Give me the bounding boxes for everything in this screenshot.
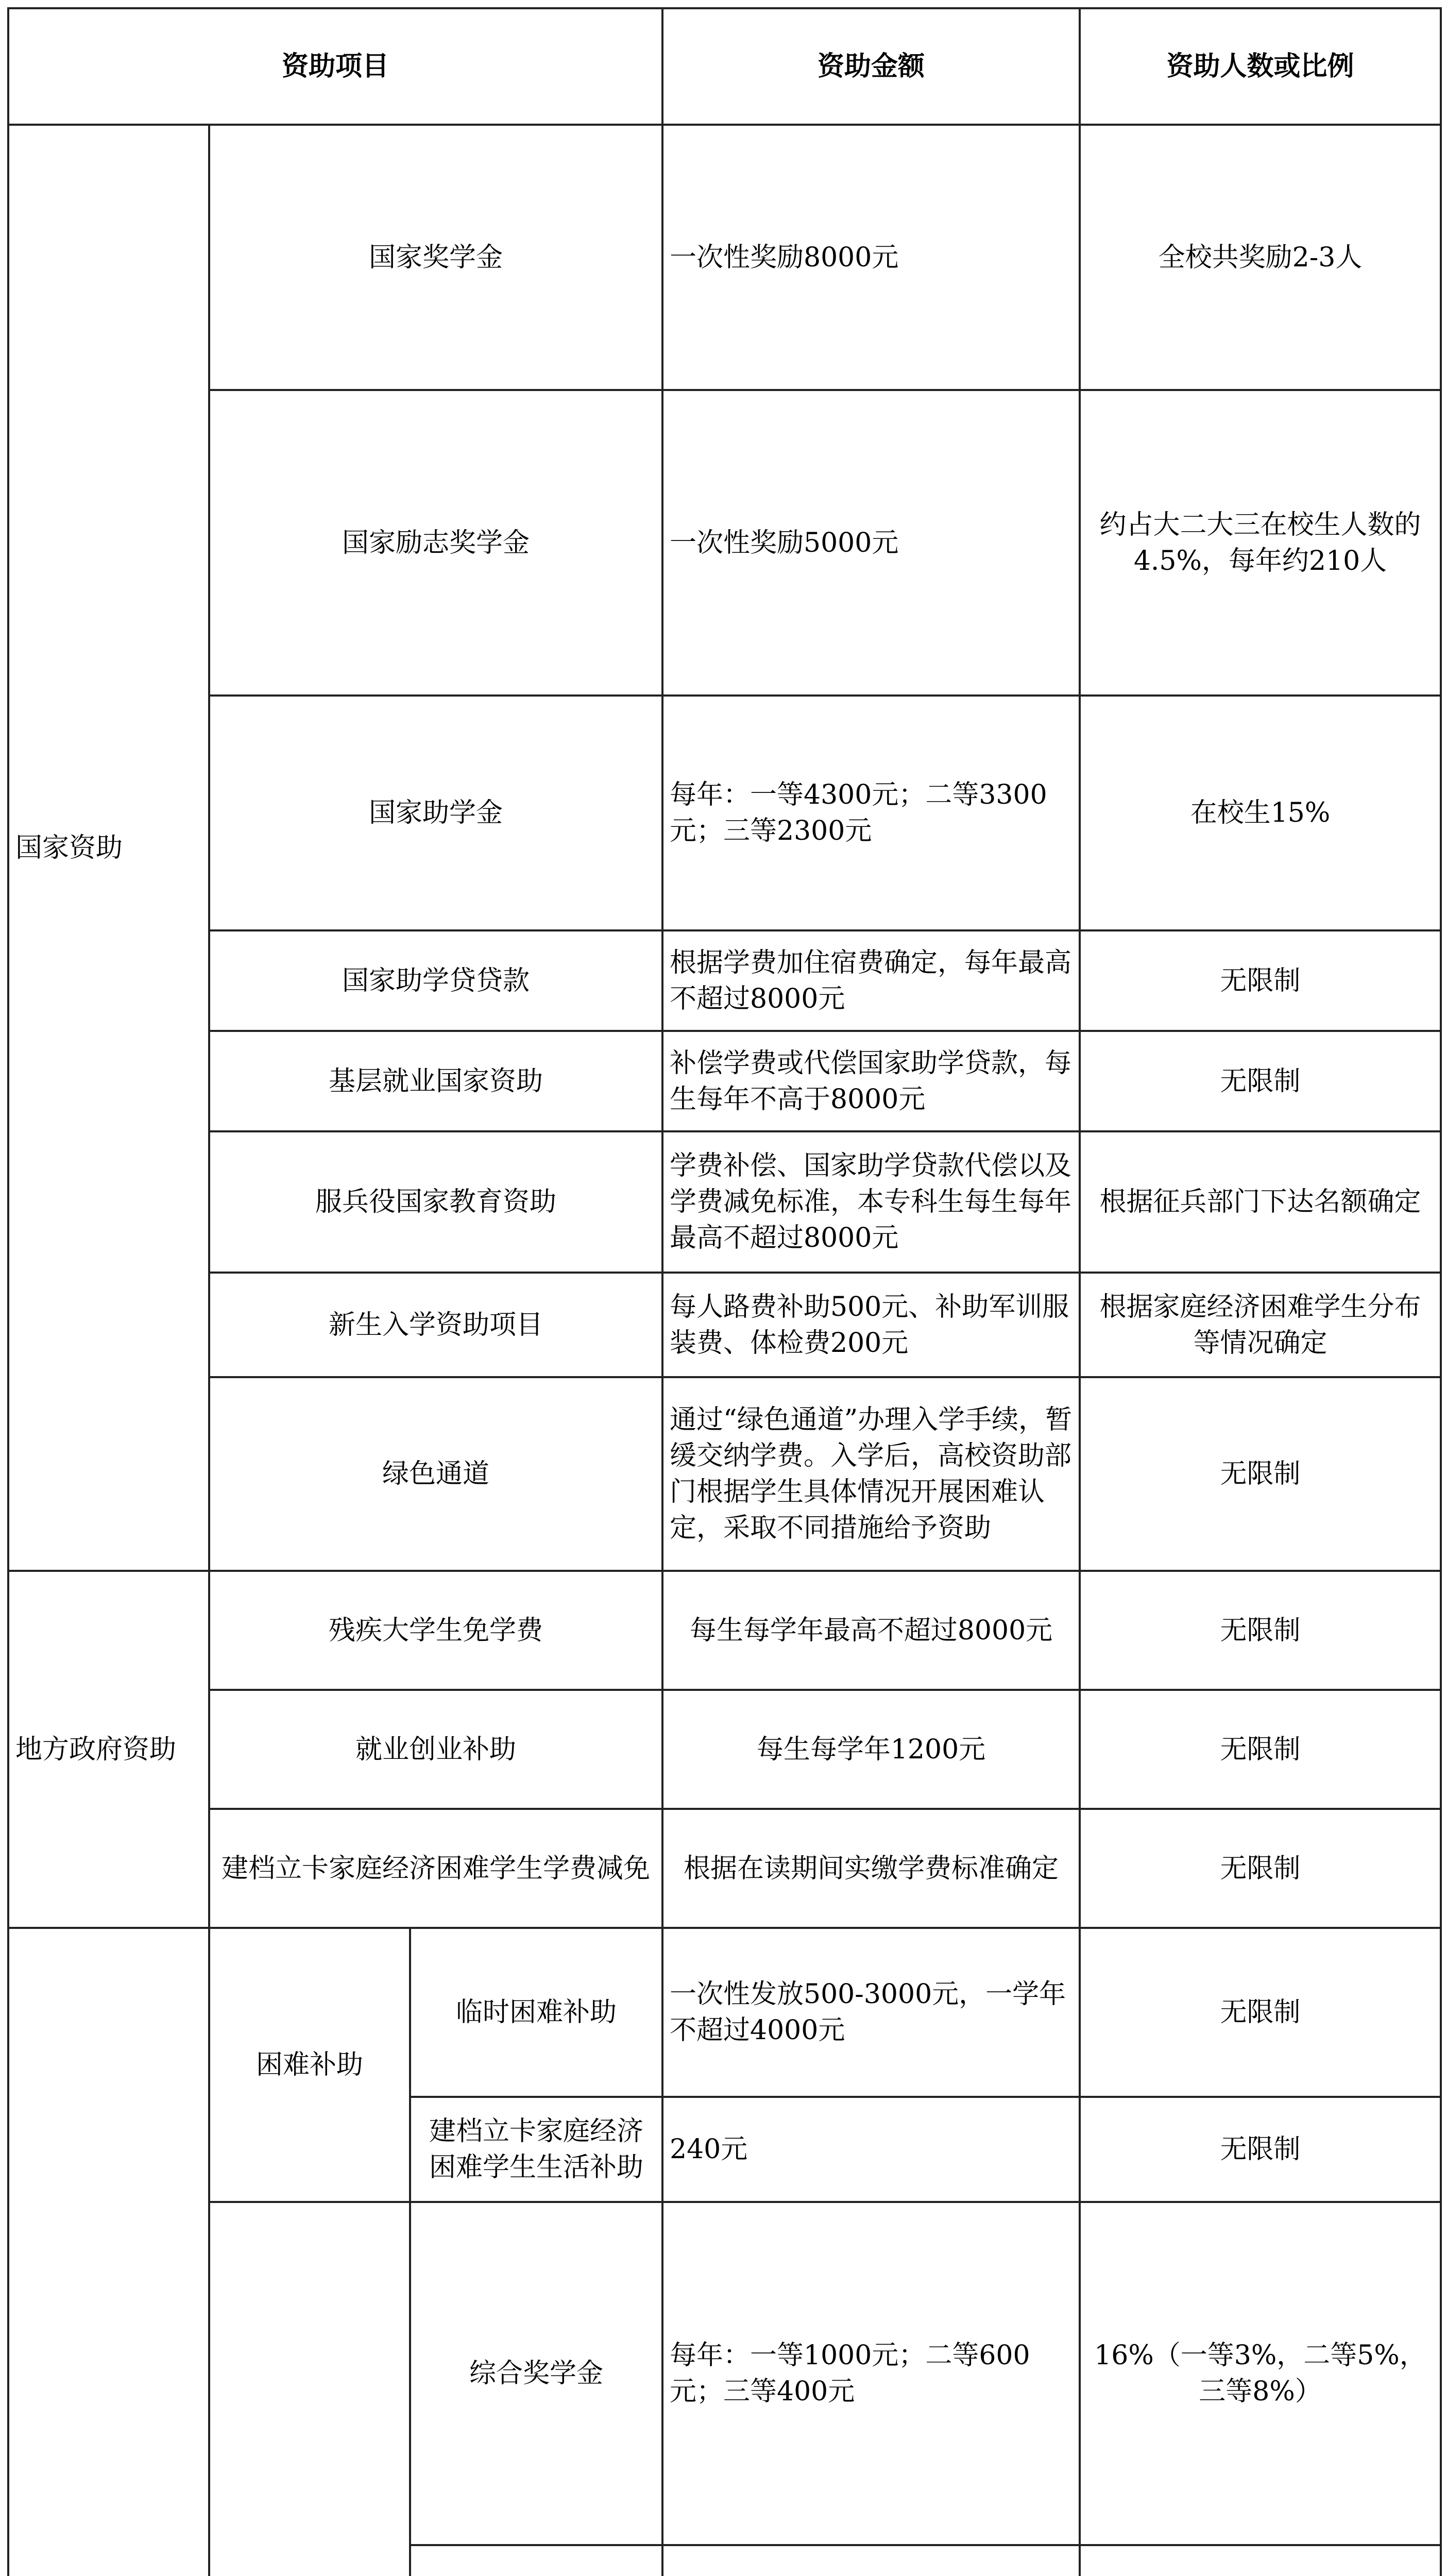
recipients-cell: 无限制 (1080, 1809, 1441, 1928)
item-name: 国家助学金 (209, 696, 662, 930)
item-name: 国家助学贷贷款 (209, 930, 662, 1031)
amount-cell (662, 2545, 1080, 2576)
amount-cell: 每年：一等4300元；二等3300元；三等2300元 (662, 696, 1080, 930)
amount-cell: 每生每学年最高不超过8000元 (662, 1571, 1080, 1690)
subcategory-scholarship (209, 2202, 410, 2576)
recipients-cell: 无限制 (1080, 1571, 1441, 1690)
recipients-cell: 无限制 (1080, 1377, 1441, 1571)
recipients-cell: 无限制 (1080, 1031, 1441, 1131)
recipients-cell: 无限制 (1080, 1928, 1441, 2097)
table-row (8, 2202, 1441, 2545)
recipients-cell: 无限制 (1080, 1690, 1441, 1809)
table-row (8, 1690, 1441, 1809)
table-row (8, 696, 1441, 930)
table-row (8, 1928, 1441, 2097)
amount-cell: 补偿学费或代偿国家助学贷款，每生每年不高于8000元 (662, 1031, 1080, 1131)
amount-cell: 通过“绿色通道”办理入学手续，暂缓交纳学费。入学后，高校资助部门根据学生具体情况开展困难认定，采取不同措施给予资助 (662, 1377, 1080, 1571)
category-local: 地方政府资助 (8, 1571, 209, 1928)
amount-cell: 每年：一等1000元；二等600元；三等400元 (662, 2202, 1080, 2545)
table-row (8, 1571, 1441, 1690)
recipients-cell: 无限制 (1080, 2097, 1441, 2202)
item-name: 临时困难补助 (410, 1928, 662, 2097)
category-national: 国家资助 (8, 125, 209, 1571)
header-amount: 资助金额 (662, 8, 1080, 125)
table-row (8, 1377, 1441, 1571)
recipients-cell: 约占大二大三在校生人数的4.5%，每年约210人 (1080, 390, 1441, 696)
amount-cell: 一次性奖励5000元 (662, 390, 1080, 696)
item-name: 建档立卡家庭经济困难学生学费减免 (209, 1809, 662, 1928)
table-row (8, 1031, 1441, 1131)
table-row (8, 390, 1441, 696)
amount-cell: 根据学费加住宿费确定，每年最高不超过8000元 (662, 930, 1080, 1031)
item-name: 服兵役国家教育资助 (209, 1131, 662, 1273)
recipients-cell (1080, 2545, 1441, 2576)
amount-cell: 每人路费补助500元、补助军训服装费、体检费200元 (662, 1273, 1080, 1377)
amount-cell: 学费补偿、国家助学贷款代偿以及学费减免标准，本专科生每生每年最高不超过8000元 (662, 1131, 1080, 1273)
item-name: 就业创业补助 (209, 1690, 662, 1809)
amount-cell: 根据在读期间实缴学费标准确定 (662, 1809, 1080, 1928)
table-row (8, 1809, 1441, 1928)
recipients-cell: 根据家庭经济困难学生分布等情况确定 (1080, 1273, 1441, 1377)
table-row (8, 930, 1441, 1031)
table-row (8, 1273, 1441, 1377)
item-name: 绿色通道 (209, 1377, 662, 1571)
header-recipients: 资助人数或比例 (1080, 8, 1441, 125)
funding-table (7, 7, 1442, 2576)
amount-cell: 一次性奖励8000元 (662, 125, 1080, 390)
recipients-cell: 根据征兵部门下达名额确定 (1080, 1131, 1441, 1273)
item-name: 建档立卡家庭经济困难学生生活补助 (410, 2097, 662, 2202)
amount-cell: 240元 (662, 2097, 1080, 2202)
item-name: 综合奖学金 (410, 2202, 662, 2545)
header-project: 资助项目 (8, 8, 662, 125)
recipients-cell: 全校共奖励2-3人 (1080, 125, 1441, 390)
recipients-cell: 在校生15% (1080, 696, 1441, 930)
item-name: 新生入学资助项目 (209, 1273, 662, 1377)
amount-cell: 每生每学年1200元 (662, 1690, 1080, 1809)
recipients-cell: 无限制 (1080, 930, 1441, 1031)
amount-cell: 一次性发放500-3000元，一学年不超过4000元 (662, 1928, 1080, 2097)
item-name: 基层就业国家资助 (209, 1031, 662, 1131)
item-name: 国家奖学金 (209, 125, 662, 390)
item-name (410, 2545, 662, 2576)
table-row (8, 125, 1441, 390)
table-row (8, 1131, 1441, 1273)
item-name: 残疾大学生免学费 (209, 1571, 662, 1690)
recipients-cell: 16%（一等3%，二等5%，三等8%） (1080, 2202, 1441, 2545)
header-row (8, 8, 1441, 125)
item-name: 国家励志奖学金 (209, 390, 662, 696)
subcategory-hardship: 困难补助 (209, 1928, 410, 2202)
category-school (8, 1928, 209, 2576)
